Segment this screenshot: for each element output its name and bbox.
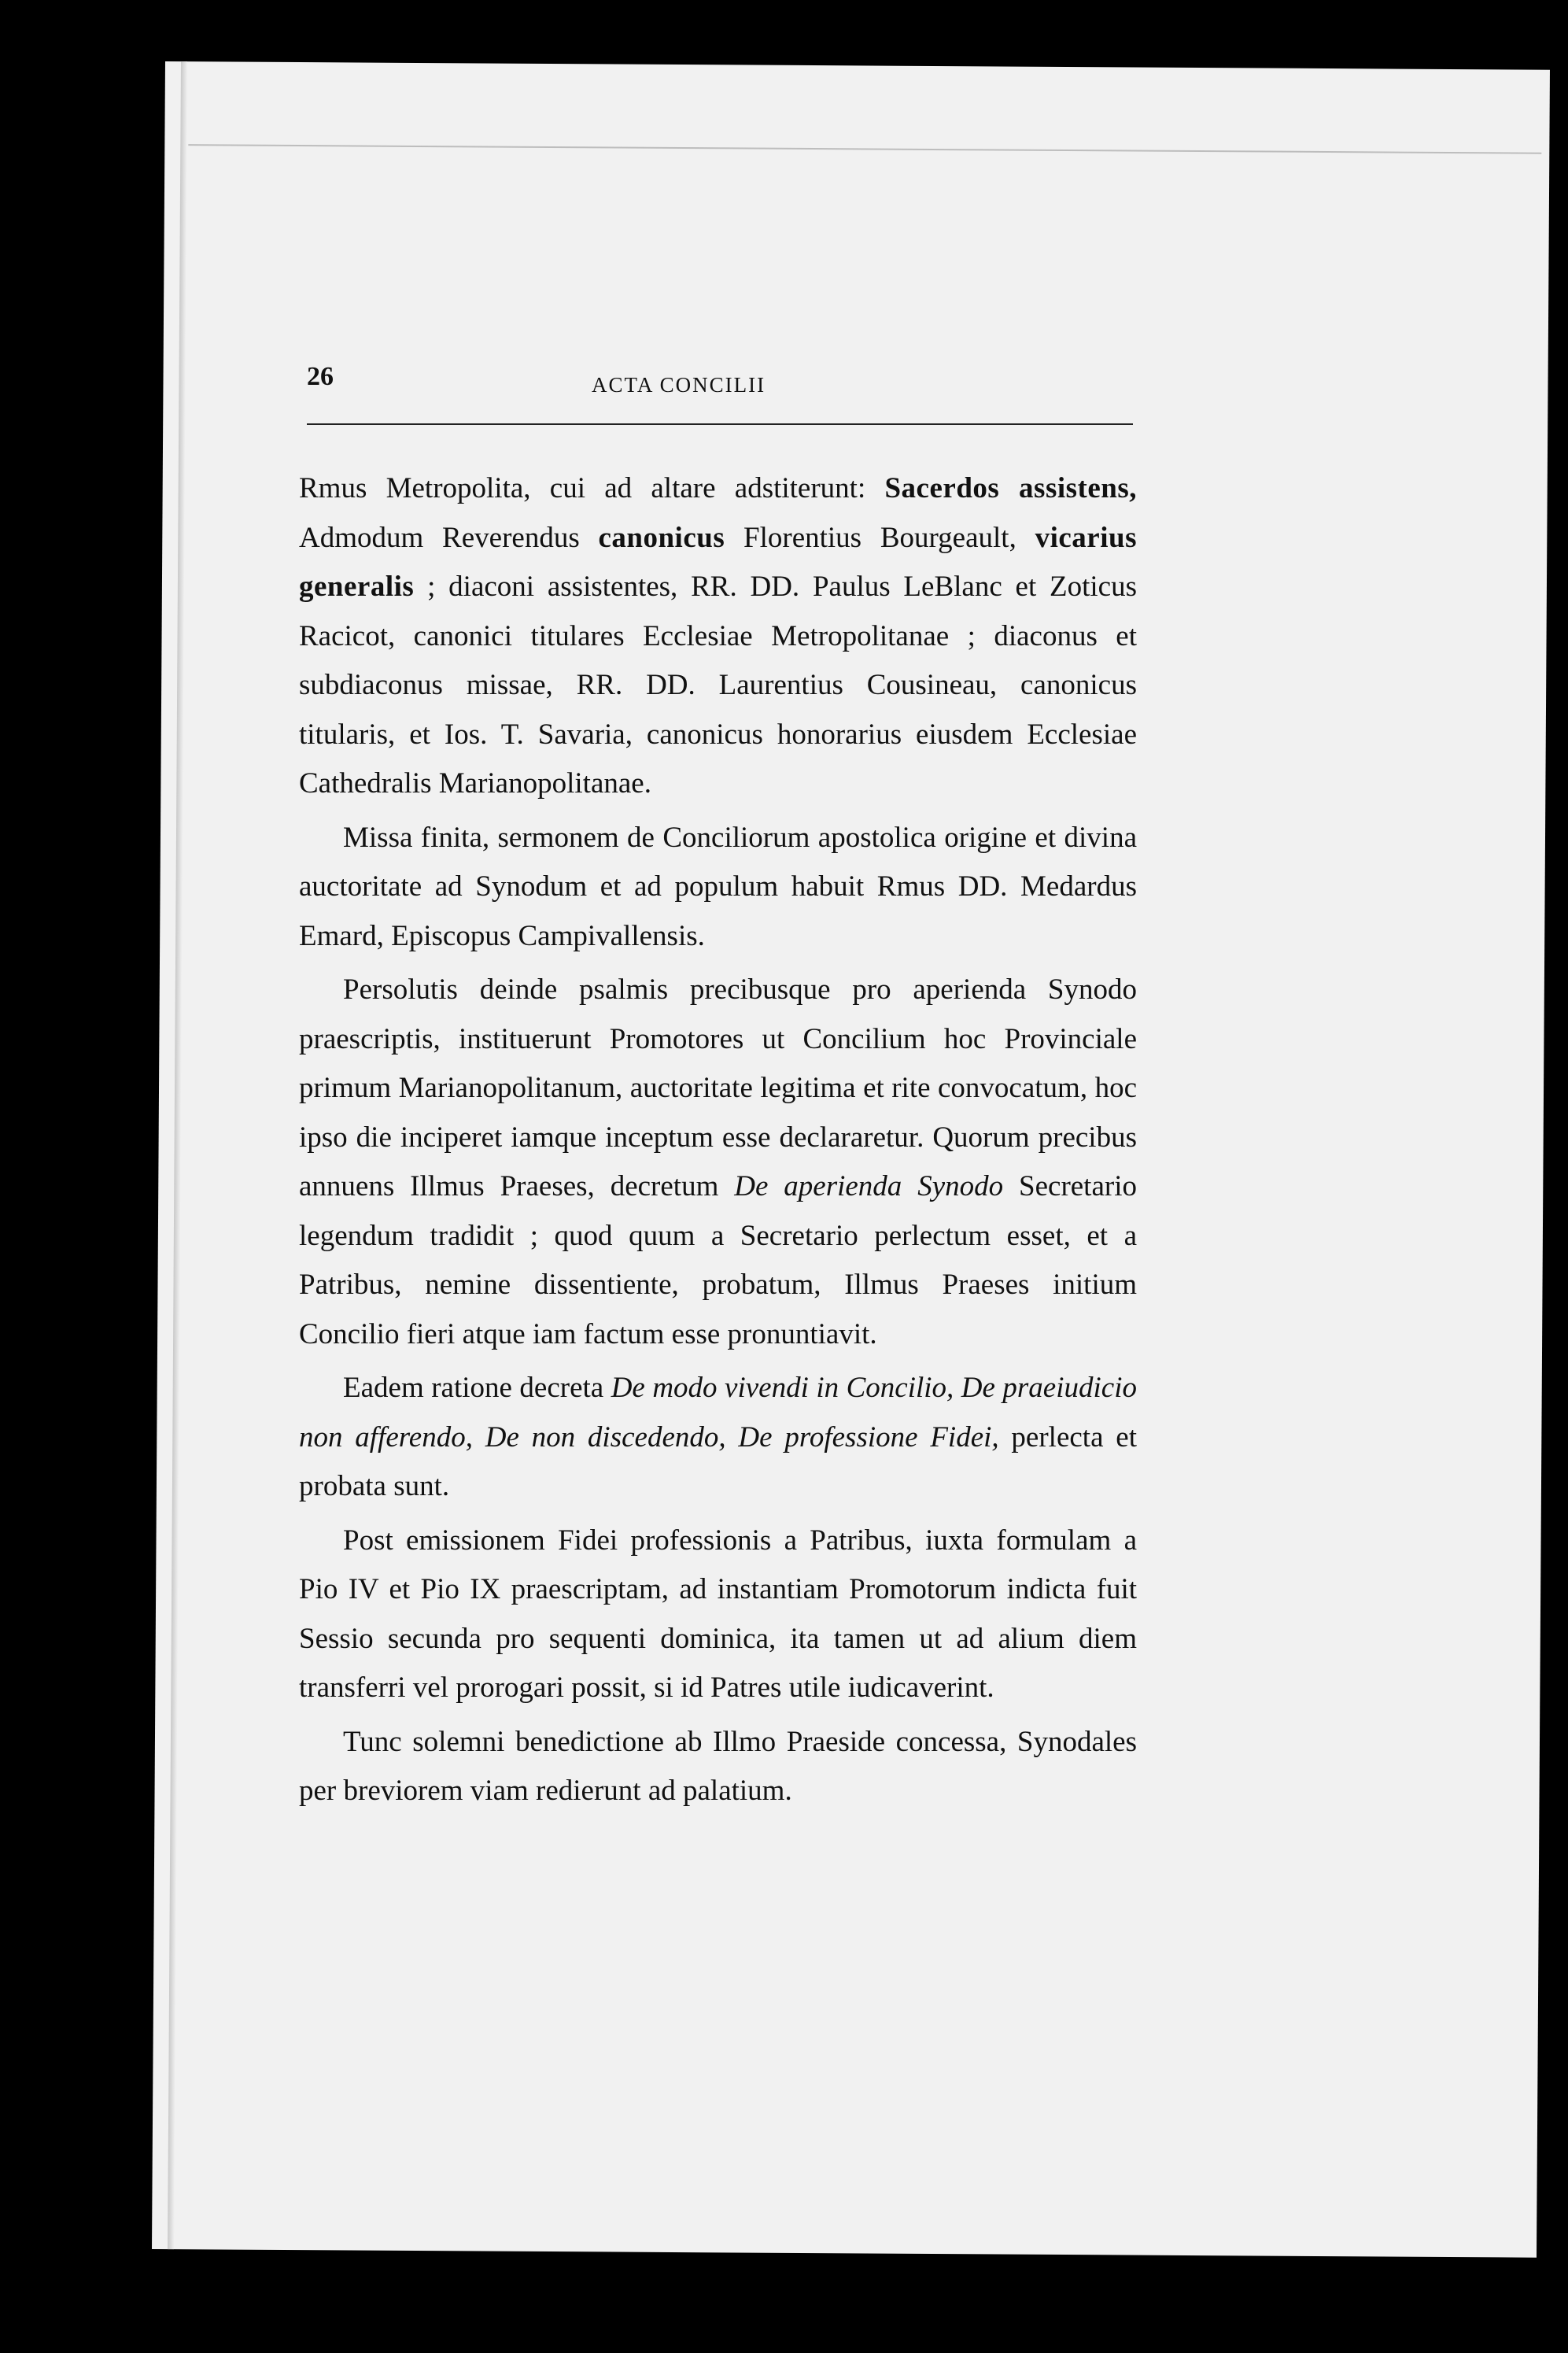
paragraph-2-segment-1: Missa finita, sermonem de Conciliorum apostolica origine et divina auctoritate ad Synodum et ad populum habuit Rmus DD. Medardus Emard, Episcopus Campivallensis.: [299, 821, 1137, 952]
paragraph-1-segment-7: ; diaconi assistentes, RR. DD. Paulus LeBlanc et Zoticus Racicot, canonici titulares Ecclesiae Metropolitanae ; diaconus et subdiaconus missae, RR. DD. Laurentius Cousineau, canonicus titularis, et Ios. T. Savaria, canonicus honorarius eiusdem Ecclesiae Cathedralis Marianopolitanae.: [299, 571, 1137, 800]
paragraph-1-segment-2: Sacerdos assistens,: [884, 472, 1137, 504]
paragraph-2: [299, 814, 1137, 962]
paragraph-1-segment-6: vicarius generalis: [299, 521, 1137, 603]
paragraph-5-segment-1: Post emissionem Fidei professionis a Patribus, iuxta formulam a Pio IV et Pio IX praescriptam, ad instantiam Promotorum indicta fuit Sessio secunda pro sequenti dominica, ita tamen ut ad alium diem transferri vel prorogari possit, si id Patres utile iudicaverint.: [299, 1524, 1137, 1704]
paragraph-6: [299, 1718, 1137, 1816]
page-fold-line: [188, 144, 1541, 154]
page-header: [307, 362, 1314, 409]
paragraph-4-segment-3: perlecta et probata sunt.: [299, 1420, 1137, 1502]
body-text: [299, 464, 1137, 1816]
paragraph-4: [299, 1364, 1137, 1512]
running-head: ACTA CONCILII: [592, 373, 766, 397]
paragraph-4-segment-1: Eadem ratione decreta: [343, 1372, 611, 1404]
paragraph-5: [299, 1516, 1137, 1713]
paragraph-4-segment-2: De modo vivendi in Concilio, De praeiudicio non afferendo, De non discedendo, De professione Fidei,: [299, 1372, 1137, 1454]
paragraph-3: [299, 966, 1137, 1359]
paragraph-3-segment-3: Secretario legendum tradidit ; quod quum a Secretario perlectum esset, et a Patribus, nemine dissentiente, probatum, Illmus Praeses initium Concilio fieri atque iam factum esse pronuntiavit.: [299, 1170, 1137, 1350]
header-rule: [307, 423, 1133, 425]
paragraph-1-segment-3: Admodum Reverendus: [299, 521, 599, 554]
page-number: 26: [307, 362, 334, 391]
paragraph-1-segment-5: Florentius Bourgeault,: [725, 521, 1035, 554]
paragraph-1: [299, 464, 1137, 809]
paragraph-1-segment-4: canonicus: [598, 521, 725, 554]
paragraph-6-segment-1: Tunc solemni benedictione ab Illmo Praeside concessa, Synodales per breviorem viam redierunt ad palatium.: [299, 1725, 1137, 1807]
paragraph-3-segment-1: Persolutis deinde psalmis precibusque pro aperienda Synodo praescriptis, instituerunt Promotores ut Concilium hoc Provinciale primum Marianopolitanum, auctoritate legitima et rite convocatum, hoc ipso die inciperet iamque inceptum esse declararetur. Quorum precibus annuens Illmus Praeses, decretum: [299, 973, 1137, 1202]
paragraph-3-segment-2: De aperienda Synodo: [734, 1170, 1004, 1202]
paragraph-1-segment-1: Rmus Metropolita, cui ad altare adstiterunt:: [299, 472, 885, 504]
